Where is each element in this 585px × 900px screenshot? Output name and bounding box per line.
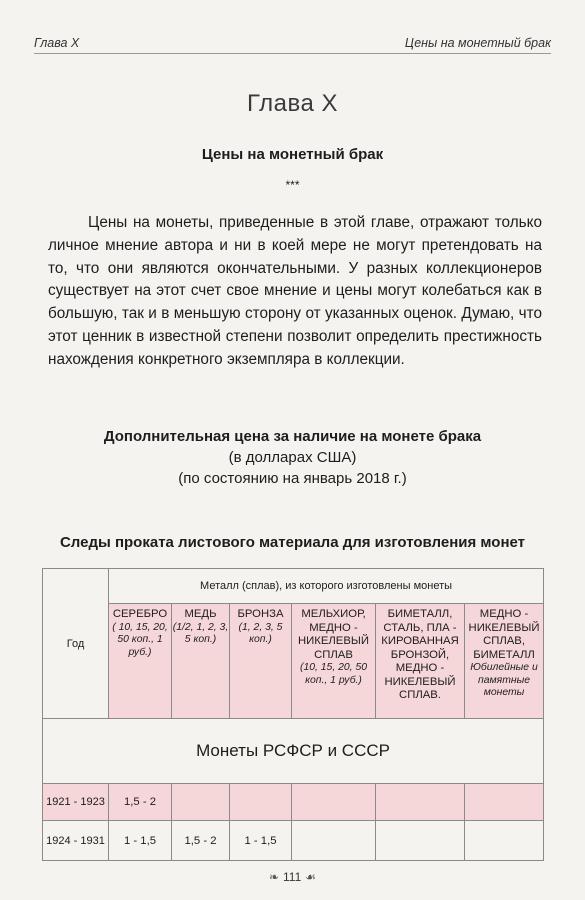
table-section-row (43, 719, 544, 784)
price-heading-date: (по состоянию на январь 2018 г.) (178, 470, 407, 487)
year-header: Год (43, 569, 109, 719)
row-value (376, 821, 465, 861)
metal-name: БИМЕТАЛЛ, СТАЛЬ, ПЛА - КИРОВАННАЯ БРОНЗОЙ, МЕДНО - НИКЕЛЕВЫЙ СПЛАВ. (381, 608, 459, 701)
row-value: 1 - 1,5 (230, 821, 292, 861)
price-table (42, 568, 544, 861)
running-header (34, 28, 551, 54)
section-label: Монеты РСФСР и СССР (43, 719, 544, 784)
metal-column-cupronickel (292, 604, 376, 719)
metal-column-bronze (230, 604, 292, 719)
row-value (172, 784, 230, 821)
table-title: Следы проката листового материала для изготовления монет (59, 534, 526, 551)
price-heading-currency: (в долларах США) (228, 449, 357, 466)
row-value (292, 821, 376, 861)
ornament-left-icon: ❧ (268, 870, 280, 884)
metal-header: Металл (сплав), из которого изготовлены монеты (109, 569, 544, 604)
metal-note: ( 10, 15, 20, 50 коп., 1 руб.) (112, 621, 168, 658)
metal-note: (1, 2, 3, 5 коп.) (238, 621, 283, 645)
metal-column-commemorative (465, 604, 544, 719)
row-value: 1,5 - 2 (109, 784, 172, 821)
metal-note: (1/2, 1, 2, 3, 5 коп.) (172, 621, 229, 645)
table-row (43, 821, 544, 861)
body-paragraph: Цены на монеты, приведенные в этой главе, отражают только личное мнение автора и ни в коей мере не могут претендовать на то, что они являются окончательными. У разных коллекционеров существует на этот счет свое мнение и цены могут колебаться как в большую, так и в меньшую сторону от указанных оценок. Думаю, что этот ценник в известной степени позволит определить престижность нахождения конкретного экземпляра в коллекции. (48, 214, 542, 368)
row-year: 1924 - 1931 (43, 821, 109, 861)
metal-note: (10, 15, 20, 50 коп., 1 руб.) (299, 662, 367, 686)
running-header-section: Цены на монетный брак (404, 36, 551, 50)
metal-column-bimetal-steel (376, 604, 465, 719)
row-year: 1921 - 1923 (43, 784, 109, 821)
ornament-right-icon: ☙ (305, 870, 317, 884)
row-value (292, 784, 376, 821)
row-value (376, 784, 465, 821)
metal-name: МЕДЬ (184, 608, 217, 620)
page-number (0, 870, 585, 884)
metal-name: СЕРЕБРО (112, 608, 168, 620)
metal-name: МЕДНО - НИКЕЛЕВЫЙ СПЛАВ, БИМЕТАЛЛ (468, 608, 540, 661)
chapter-title: Глава X (246, 90, 338, 117)
table-row (43, 784, 544, 821)
row-value (230, 784, 292, 821)
price-heading (0, 426, 585, 489)
metal-column-silver (109, 604, 172, 719)
row-value (465, 821, 544, 861)
section-title: Цены на монетный брак (201, 146, 384, 163)
running-header-chapter: Глава X (34, 36, 80, 50)
section-separator: *** (285, 178, 300, 192)
metal-note: Юбилейные и памятные монеты (470, 662, 538, 698)
row-value: 1 - 1,5 (109, 821, 172, 861)
metal-name: МЕЛЬХИОР, МЕДНО - НИКЕЛЕВЫЙ СПЛАВ (298, 608, 369, 661)
table-header-row (43, 569, 544, 604)
price-heading-title: Дополнительная цена за наличие на монете брака (103, 428, 482, 445)
row-value (465, 784, 544, 821)
row-value: 1,5 - 2 (172, 821, 230, 861)
page-number-value: 111 (283, 870, 302, 884)
metal-name: БРОНЗА (237, 608, 284, 620)
metal-columns-row (43, 604, 544, 719)
metal-column-copper (172, 604, 230, 719)
